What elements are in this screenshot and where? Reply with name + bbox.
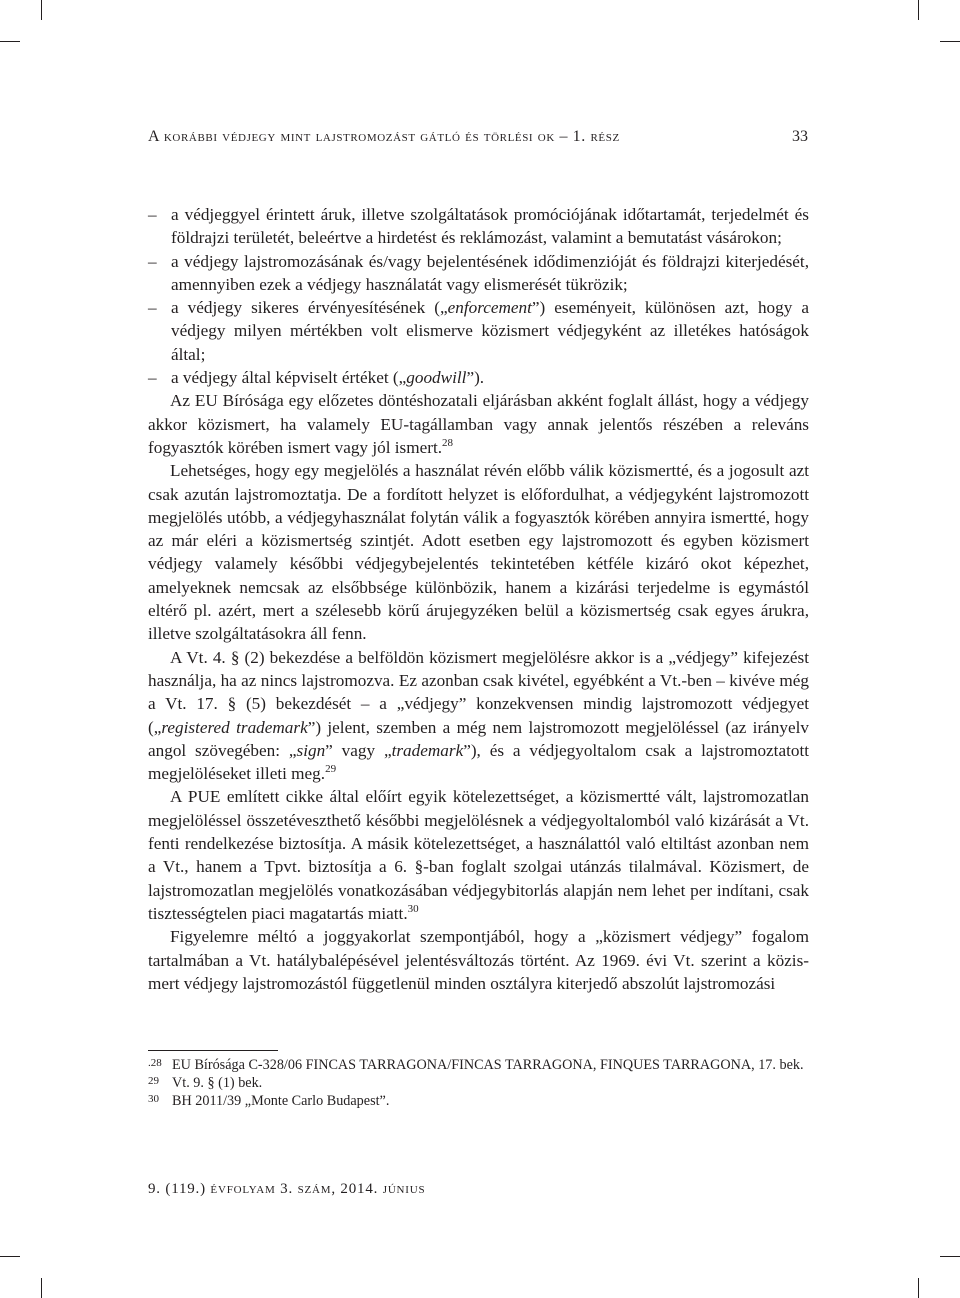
- goodwill-term: goodwill: [406, 368, 467, 388]
- criteria-list: [148, 203, 809, 389]
- footnote: [148, 1056, 808, 1074]
- footnote-number: 30: [148, 1093, 159, 1105]
- paragraph: Figyelemre méltó a joggyakorlat szempontjából, hogy a „közismert védjegy” fogalom tartalmában a Vt. hatálybalépésével jelentésváltozás történt. Az 1969. évi Vt. szerint a közismert védjegy lajstromozástól függetlenül minden osztályra kiterjedő abszolút lajstromozási: [148, 927, 809, 993]
- footnote: [148, 1092, 808, 1110]
- footnotes: [148, 1056, 808, 1110]
- footnote-number: 29: [148, 1075, 159, 1087]
- paragraph: Lehetséges, hogy egy megjelölés a használat révén előbb válik közismertté, és a jogosult azt csak azután lajstromoztatja. De a fordított helyzet is előfordulhat, a védjegyként lajstromozott megjelölés utóbb, a védjegyhasználat folytán válik a fogyasztók körében annyira ismertté, hogy az már eléri a közismertség szintjét. Adott esetben egy lajstromozott és egyben közismert védjegy valamely későbbi védjegybejelentés tekintetében kétféle kizáró okot képezhet, amelyeknek nemcsak az elsőbbsége különbözik, hanem a kizárási terjedelme is egymástól eltérő pl. azért, mert a szélesebb körű árujegyzéken belül a közismertség csak egyes árukra, illetve szolgáltatásokra áll fenn.: [148, 461, 809, 644]
- paragraph: A Vt. 4. § (2) bekezdése a belföldön közismert megjelölésre akkor is a „védjegy” kifejezést használja, ha az nincs lajstromozva. Ez azonban csak kivétel, egyébként a Vt.-ben – kivéve még a Vt. 17. § (5) bekezdését – a „védjegy” konzekvensen mindig lajstromozott védjegyet („registered trademark”) jelent, szemben a még nem lajstromozott megjelöléssel (az irányelv angol szövegében: „sign” vagy „trademark”), és a védjegyoltalom csak a lajstromoztatott megjelöléseket illeti meg.$^{29}$: [148, 647, 810, 784]
- running-title: A korábbi védjegy mint lajstromozást gátló és törlési ok – 1. rész: [148, 128, 620, 145]
- crop-mark-top-left-horizontal: [0, 41, 20, 42]
- crop-mark-top-left-vertical: [41, 0, 42, 20]
- footnote-text: BH 2011/39 „Monte Carlo Budapest”.: [172, 1093, 390, 1109]
- issue-footer: 9. (119.) évfolyam 3. szám, 2014. június: [148, 1181, 426, 1197]
- footnote-ref[interactable]: 30: [407, 902, 419, 915]
- running-header: [148, 128, 808, 158]
- crop-mark-top-right-vertical: [918, 0, 919, 20]
- crop-mark-bottom-left-vertical: [41, 1278, 42, 1298]
- crop-mark-bottom-right-vertical: [918, 1278, 919, 1298]
- page-number: 33: [792, 128, 808, 145]
- footnote-ref[interactable]: 28: [442, 436, 454, 449]
- italic-term: sign: [296, 740, 326, 760]
- list-item: – a védjeggyel érintett áruk, illetve szolgáltatások promóciójának időtartamát, terjedelmét és földrajzi területét, beleértve a hirdetést és reklámozást, valamint a bemutatást vásárokon;: [171, 203, 809, 250]
- paragraph: A PUE említett cikke által előírt egyik kötelezettséget, a közismertté vált, lajstromozatlan megjelöléssel összetéveszthető későbbi megjelölésnek a védjegyoltalomból való kizárását a Vt. fenti rendelkezése biztosítja. A másik kötelezettséget, a használattól való eltiltást azonban nem a Vt., hanem a Tpvt. biztosítja a 6. §-ban foglalt szolgai utánzás tilalmával. Közismert, de lajstromozatlan megjelölés vonatkozásában védjegybitorlás alapján nem lehet per indítani, csak tisztességtelen piaci magatartás miatt.$^{30}$: [148, 787, 809, 923]
- article-body: [148, 203, 809, 995]
- list-item: – a védjegy által képviselt értéket („goodwill”).: [171, 366, 809, 389]
- paragraph: Az EU Bírósága egy előzetes döntéshozatali eljárásban akként foglalt állást, hogy a védjegy akkor közismert, ha valamely EU-tagállamban vagy annak jelentős részében a releváns fogyasztók körében ismert vagy jól ismert.$^{28}$: [148, 391, 809, 457]
- crop-mark-bottom-right-horizontal: [940, 1256, 960, 1257]
- footnote-text: EU Bírósága C-328/06 FINCAS TARRAGONA/FINCAS TARRAGONA, FINQUES TARRAGONA, 17. bek.: [172, 1057, 804, 1073]
- footnote: [148, 1074, 808, 1092]
- italic-term: trademark: [391, 740, 464, 760]
- list-item: – a védjegy lajstromozásának és/vagy bejelentésének idődimenzióját és földrajzi kiterjedését, amennyiben ezek a védjegy használatát vagy elismerését tükrözik;: [171, 250, 809, 297]
- footnote-ref[interactable]: 29: [325, 763, 337, 776]
- footnote-text: Vt. 9. § (1) bek.: [172, 1075, 263, 1091]
- footnote-divider: [148, 1050, 278, 1051]
- enforcement-term: enforcement: [447, 298, 532, 318]
- crop-mark-top-right-horizontal: [940, 41, 960, 42]
- list-item: – a védjegy sikeres érvényesítésének („enforcement”) eseményeit, különösen azt, hogy a védjegy milyen mértékben volt elismerve közismert védjegyként az illetékes hatóságok által;: [171, 296, 809, 366]
- crop-mark-bottom-left-horizontal: [0, 1256, 20, 1257]
- italic-term: registered trademark: [161, 717, 308, 737]
- footnote-number: .28: [148, 1057, 162, 1069]
